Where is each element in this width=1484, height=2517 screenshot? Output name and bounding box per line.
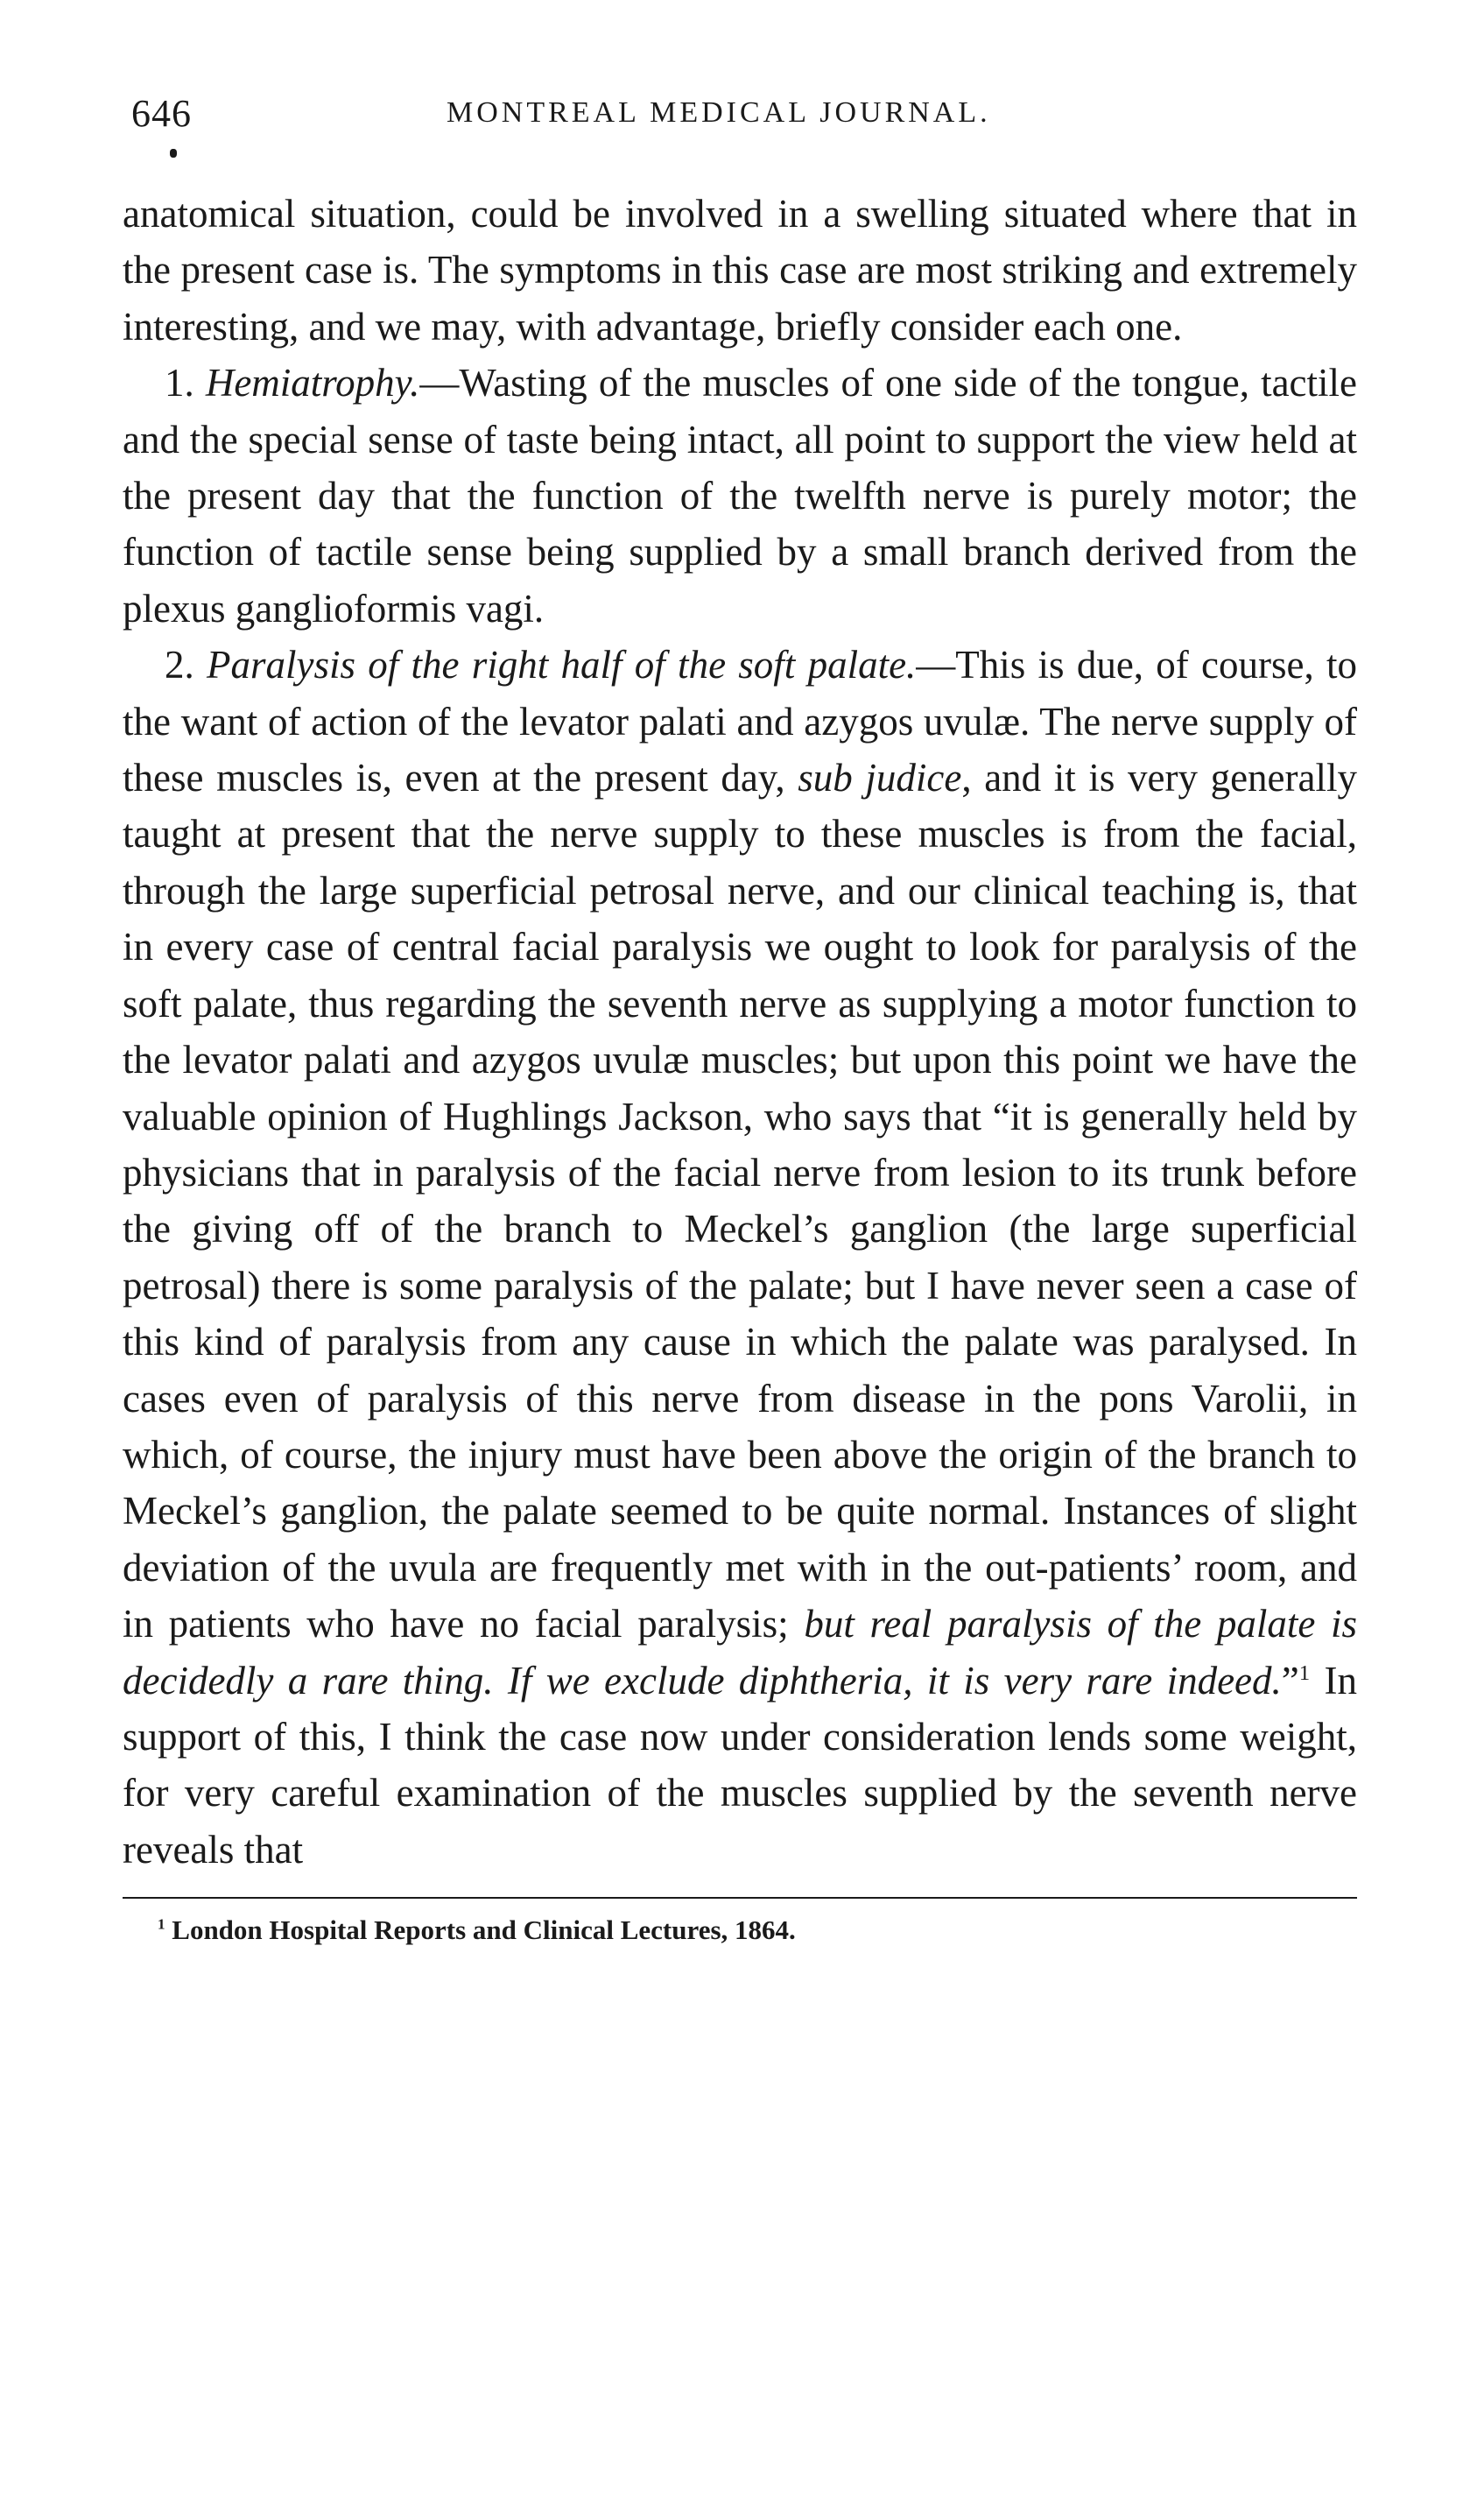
page-number: 646 [131, 92, 192, 135]
journal-title: MONTREAL MEDICAL JOURNAL. [447, 96, 991, 129]
section-number: 2. [165, 643, 194, 687]
paragraph-hemiatrophy [123, 355, 1357, 637]
footnote-marker: 1 [158, 1915, 165, 1933]
section-term: Paralysis of the right half of the soft palate. [207, 643, 917, 687]
paragraph-palate-paralysis [123, 637, 1357, 1878]
article-body [123, 186, 1357, 1878]
section-text: —This is due, of course, to the want of action of the levator palati and azygos uvulæ. The nerve supply of these muscles is, even at the present day, [123, 643, 1358, 800]
section-text: , and it is very generally taught at present that the nerve supply to these muscles is from the facial, through the large superficial petrosal nerve, and our clinical teaching is, that in every case of central facial paralysis we ought to look for paralysis of the soft palate, thus regarding the seventh nerve as supplying a motor function to the levator palati and azygos uvulæ muscles; but upon this point we have the valuable opinion of Hughlings Jackson, who says that “it is generally held by physicians that in paralysis of the facial nerve from lesion to its trunk before the giving off of the branch to Meckel’s ganglion (the large superficial petrosal) there is some paralysis of the palate; but I have never seen a case of this kind of paralysis from any cause in which the palate was paralysed. In cases even of paralysis of this nerve from disease in the pons Varolii, in which, of course, the injury must have been above the origin of the branch to Meckel’s ganglion, the palate seemed to be quite normal. Instances of slight deviation of the uvula are frequently met with in the out-patients’ room, and in patients who have no facial paralysis; [123, 756, 1357, 1646]
journal-page [123, 91, 1357, 1946]
italic-quote: but real paralysis of the palate is decidedly a rare thing. If we exclude diphtheria, it is very rare indeed. [123, 1602, 1358, 1703]
footnote-ref: 1 [1298, 1660, 1311, 1685]
section-text: —Wasting of the muscles of one side of the tongue, tactile and the special sense of taste being intact, all point to support the view held at the present day that the function of the twelfth nerve is purely motor; the function of tactile sense being supplied by a small branch derived from the plexus ganglioformis vagi. [123, 361, 1358, 631]
section-number: 1. [165, 361, 194, 405]
stray-ink-dot [170, 149, 177, 158]
footnote-text: London Hospital Reports and Clinical Lectures, 1864. [172, 1914, 796, 1946]
latin-phrase: sub judice [798, 756, 962, 800]
section-text: In support of this, I think the case now under consideration lends some weight, for very careful examination of the muscles supplied by the seventh nerve reveals that [123, 1658, 1358, 1872]
footnote [158, 1914, 1357, 1946]
running-head [123, 91, 1357, 140]
footnote-separator [123, 1897, 1357, 1899]
section-term: Hemiatrophy. [205, 361, 420, 405]
quote-close: ” [1281, 1658, 1299, 1703]
paragraph-continuation: anatomical situation, could be involved in a swelling situated where that in the present case is. The symptoms in this case are most striking and extremely interesting, and we may, with advantage, briefly consider each one. [123, 192, 1357, 349]
